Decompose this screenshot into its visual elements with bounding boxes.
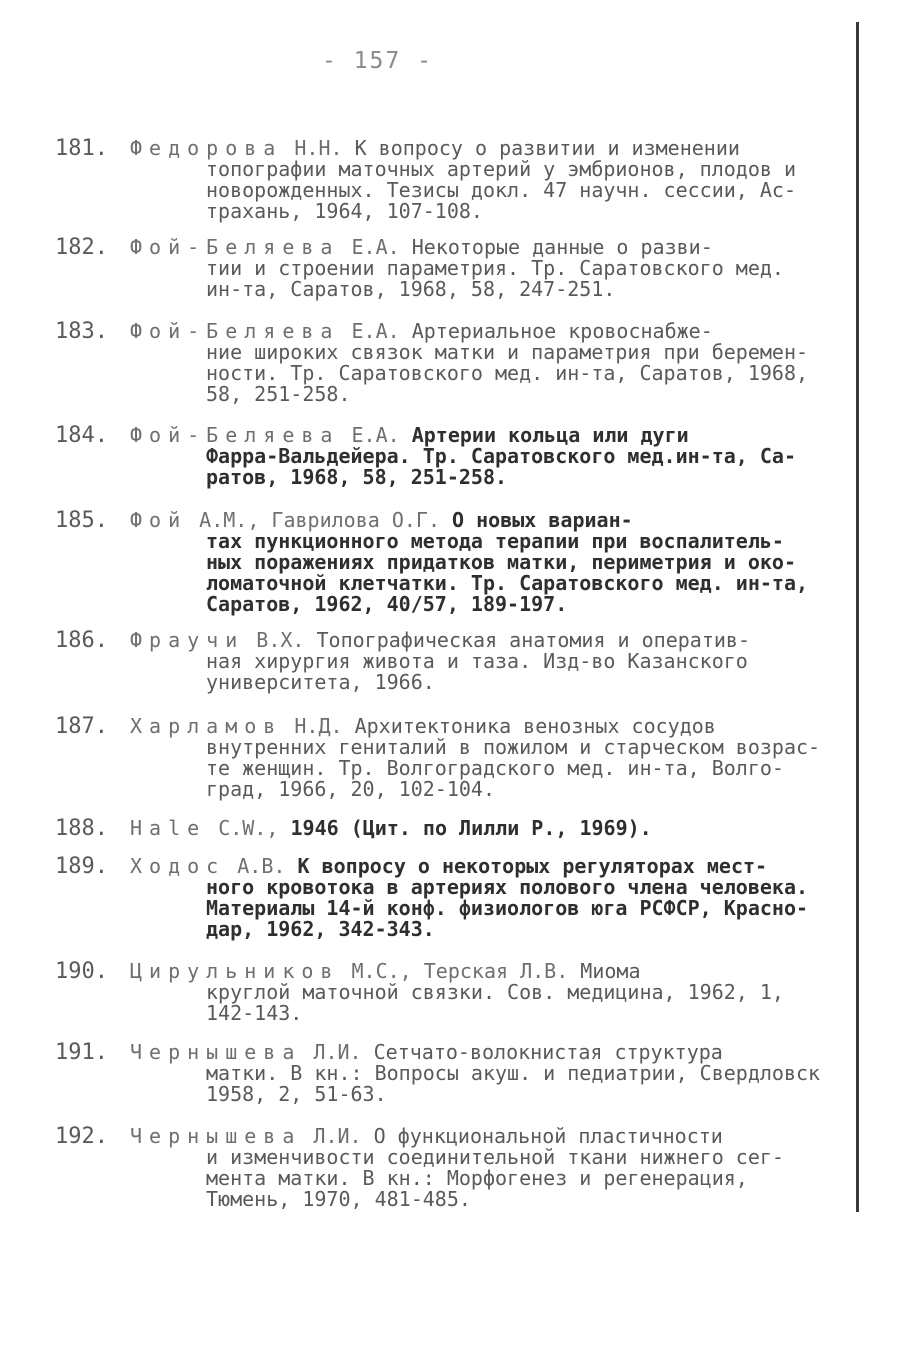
entry-body <box>130 321 845 405</box>
entry-author: Ходос <box>130 854 226 878</box>
entry-text: Артериальное кровоснабже- <box>411 319 713 343</box>
entry-initials: Н.Д. <box>294 714 343 738</box>
page-number: - 157 - <box>322 48 433 74</box>
entry-body <box>130 1042 845 1105</box>
entry-number: 192. <box>55 1124 108 1149</box>
entry-text: Сетчато-волокнистая структура <box>373 1040 723 1064</box>
entry-author: Фой-Беляева <box>130 423 340 447</box>
entry-text: град, 1966, 20, 102-104. <box>206 777 495 801</box>
entry-text: топографии маточных артерий у эмбрионов, плодов и <box>206 157 797 181</box>
entry-initials: Е.А. <box>351 319 400 343</box>
entry-initials: А.М., Гаврилова О.Г. <box>199 508 440 532</box>
entry-author: Федорова <box>130 136 283 160</box>
entry-continuation-line <box>130 159 845 180</box>
entry-text: тах пункционного метода терапии при воспалитель- <box>206 529 784 553</box>
entry-continuation-line <box>130 982 845 1003</box>
entry-author: Харламов <box>130 714 283 738</box>
entry-number: 191. <box>55 1040 108 1065</box>
entry-text: 1946 (Цит. по Лилли Р., 1969). <box>290 816 652 840</box>
entry-text: Некоторые данные о разви- <box>411 235 713 259</box>
entry-text: ная хирургия живота и таза. Изд-во Казанского <box>206 649 748 673</box>
entry-text: К вопросу о развитии и изменении <box>354 136 740 160</box>
entry-text: и изменчивости соединительной ткани нижнего сег- <box>206 1145 784 1169</box>
entry-number: 181. <box>55 136 108 161</box>
entry-continuation-line <box>130 877 845 898</box>
entry-number: 186. <box>55 628 108 653</box>
entry-body <box>130 138 845 222</box>
entry-text: круглой маточной связки. Сов. медицина, 1962, 1, <box>206 980 784 1004</box>
entry-body <box>130 716 845 800</box>
entry-text: ин-та, Саратов, 1968, 58, 247-251. <box>206 277 616 301</box>
entry-text: университета, 1966. <box>206 670 435 694</box>
entry-initials: Е.А. <box>351 235 400 259</box>
entry-author: Цирульников <box>130 959 340 983</box>
entry-text: матки. В кн.: Вопросы акуш. и педиатрии, Свердловск <box>206 1061 821 1085</box>
entry-initials: В.Х. <box>256 628 305 652</box>
entry-text: ности. Тр. Саратовского мед. ин-та, Саратов, 1968, <box>206 361 809 385</box>
entry-text: тии и строении параметрия. Тр. Саратовского мед. <box>206 256 784 280</box>
entry-text: мента матки. В кн.: Морфогенез и регенерация, <box>206 1166 748 1190</box>
entry-continuation-line <box>130 758 845 779</box>
entry-continuation-line <box>130 651 845 672</box>
entry-first-line <box>130 321 845 342</box>
entry-text: Топографическая анатомия и оператив- <box>316 628 750 652</box>
entry-continuation-line <box>130 258 845 279</box>
entry-text: внутренних гениталий в пожилом и старческом возрас- <box>206 735 821 759</box>
entry-text: Архитектоника венозных сосудов <box>354 714 716 738</box>
entry-continuation-line <box>130 594 845 615</box>
entry-number: 187. <box>55 714 108 739</box>
right-margin-rule <box>856 22 859 1212</box>
entry-continuation-line <box>130 1063 845 1084</box>
entry-continuation-line <box>130 779 845 800</box>
entry-initials: М.С., Терская Л.В. <box>351 959 569 983</box>
entry-text: Материалы 14-й конф. физиологов юга РСФСР, Красно- <box>206 896 809 920</box>
entry-initials: Е.А. <box>351 423 400 447</box>
entry-text: дар, 1962, 342-343. <box>206 917 435 941</box>
entry-text: 1958, 2, 51-63. <box>206 1082 387 1106</box>
entry-body <box>130 961 845 1024</box>
entry-body <box>130 425 845 488</box>
entry-text: О функциональной пластичности <box>373 1124 723 1148</box>
entry-continuation-line <box>130 898 845 919</box>
entry-initials: А.В. <box>237 854 286 878</box>
entry-text: Миома <box>580 959 641 983</box>
entry-text: 142-143. <box>206 1001 303 1025</box>
entry-author: Фраучи <box>130 628 245 652</box>
entry-continuation-line <box>130 201 845 222</box>
entry-first-line <box>130 856 845 877</box>
entry-author: Фой <box>130 508 188 532</box>
entry-continuation-line <box>130 672 845 693</box>
entry-number: 190. <box>55 959 108 984</box>
entry-continuation-line <box>130 1003 845 1024</box>
entry-text: Саратов, 1962, 40/57, 189-197. <box>206 592 568 616</box>
entry-continuation-line <box>130 1084 845 1105</box>
entry-text: О новых вариан- <box>452 508 633 532</box>
entry-text: новорожденных. Тезисы докл. 47 научн. сессии, Ас- <box>206 178 797 202</box>
entry-body <box>130 1126 845 1210</box>
entry-body <box>130 856 845 940</box>
entry-initials: Л.И. <box>313 1040 362 1064</box>
entry-continuation-line <box>130 531 845 552</box>
entry-number: 183. <box>55 319 108 344</box>
entry-continuation-line <box>130 573 845 594</box>
entry-first-line <box>130 237 845 258</box>
entry-text: ных поражениях придатков матки, периметрия и око- <box>206 550 797 574</box>
entry-continuation-line <box>130 342 845 363</box>
entry-text: те женщин. Тр. Волгоградского мед. ин-та, Волго- <box>206 756 784 780</box>
entry-body <box>130 630 845 693</box>
entry-continuation-line <box>130 446 845 467</box>
entry-continuation-line <box>130 363 845 384</box>
entry-text: Тюмень, 1970, 481-485. <box>206 1187 471 1211</box>
entry-first-line <box>130 630 845 651</box>
entry-text: ного кровотока в артериях полового члена человека. <box>206 875 809 899</box>
entry-continuation-line <box>130 737 845 758</box>
entry-text: ние широких связок матки и параметрия при беремен- <box>206 340 809 364</box>
entry-first-line <box>130 1042 845 1063</box>
entry-first-line <box>130 818 845 839</box>
entry-text: Фарра-Вальдейера. Тр. Саратовского мед.ин-та, Са- <box>206 444 797 468</box>
entry-continuation-line <box>130 1189 845 1210</box>
entry-author: Чернышева <box>130 1124 302 1148</box>
entry-continuation-line <box>130 919 845 940</box>
entry-continuation-line <box>130 467 845 488</box>
entry-first-line <box>130 510 845 531</box>
entry-continuation-line <box>130 1147 845 1168</box>
entry-author: Hale <box>130 816 207 840</box>
entry-text: трахань, 1964, 107-108. <box>206 199 483 223</box>
entry-first-line <box>130 425 845 446</box>
entry-initials: C.W., <box>218 816 279 840</box>
entry-author: Чернышева <box>130 1040 302 1064</box>
entry-initials: Л.И. <box>313 1124 362 1148</box>
entry-number: 188. <box>55 816 108 841</box>
entry-author: Фой-Беляева <box>130 319 340 343</box>
entry-text: ратов, 1968, 58, 251-258. <box>206 465 508 489</box>
entry-initials: Н.Н. <box>294 136 343 160</box>
entry-number: 185. <box>55 508 108 533</box>
entry-continuation-line <box>130 384 845 405</box>
entry-number: 184. <box>55 423 108 448</box>
entry-first-line <box>130 716 845 737</box>
entry-text: ломаточной клетчатки. Тр. Саратовского мед. ин-та, <box>206 571 809 595</box>
entry-first-line <box>130 961 845 982</box>
entry-continuation-line <box>130 279 845 300</box>
entry-body <box>130 510 845 615</box>
entry-text: 58, 251-258. <box>206 382 351 406</box>
entry-first-line <box>130 138 845 159</box>
entry-text: Артерии кольца или дуги <box>411 423 689 447</box>
entry-body <box>130 818 845 839</box>
entry-continuation-line <box>130 1168 845 1189</box>
entry-first-line <box>130 1126 845 1147</box>
entry-number: 189. <box>55 854 108 879</box>
entry-number: 182. <box>55 235 108 260</box>
entry-continuation-line <box>130 180 845 201</box>
entry-text: К вопросу о некоторых регуляторах мест- <box>297 854 768 878</box>
entry-author: Фой-Беляева <box>130 235 340 259</box>
entry-body <box>130 237 845 300</box>
entry-continuation-line <box>130 552 845 573</box>
